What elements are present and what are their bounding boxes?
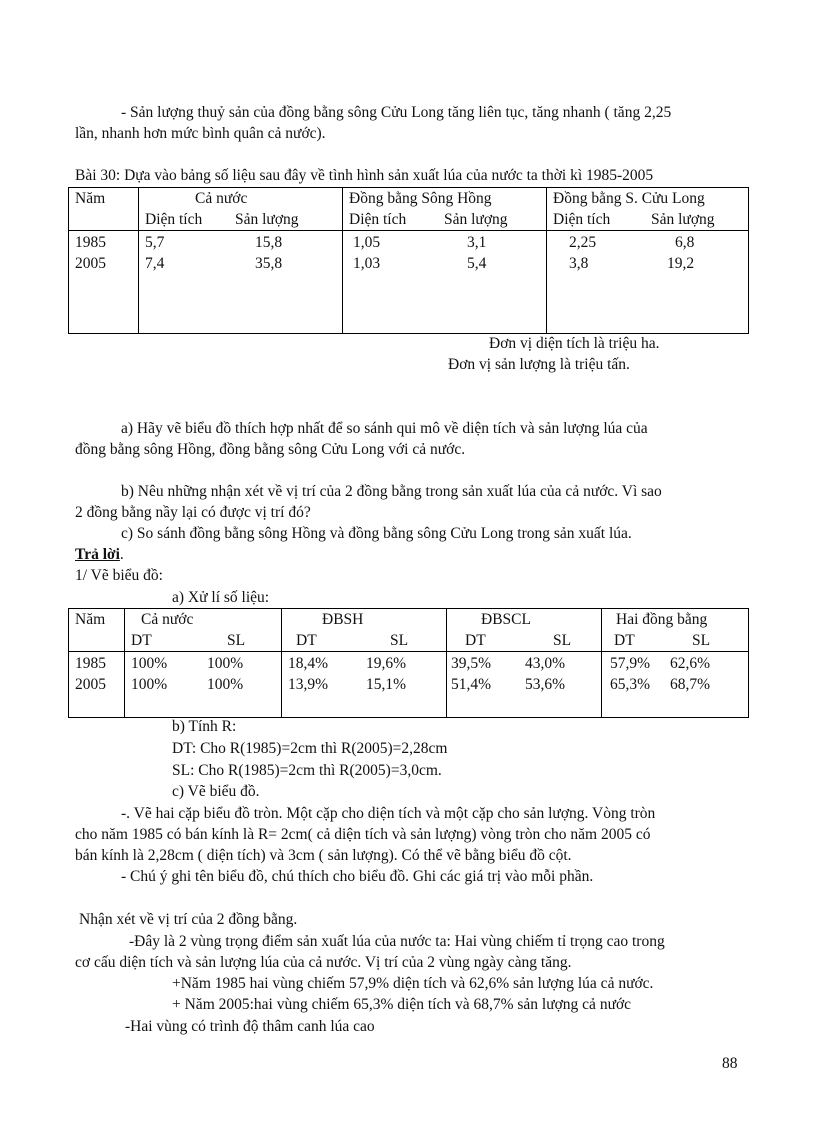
answer-heading-text: Trả lời [75, 546, 120, 563]
unit-output-note: Đơn vị sản lượng là triệu tấn. [448, 356, 630, 373]
t2-sub-sl: SL [390, 632, 409, 649]
t2-cell: 65,3% [610, 676, 651, 693]
t1-cell: 5,7 [145, 234, 165, 251]
production-table [68, 187, 749, 334]
t1-header-group: Cả nước [195, 190, 248, 207]
t2-header-year: Năm [75, 611, 106, 628]
percentage-table [68, 608, 749, 718]
draw-line-4: - Chú ý ghi tên biểu đồ, chú thích cho biểu đồ. Ghi các giá trị vào mỗi phần. [121, 868, 594, 885]
draw-line-3: bán kính là 2,28cm ( diện tích) và 3cm ( sản lượng). Có thể vẽ bằng biểu đồ cột. [75, 847, 572, 864]
t1-cell: 5,4 [467, 255, 487, 272]
t1-cell: 1,05 [353, 234, 381, 251]
t2-cell: 19,6% [366, 655, 407, 672]
t1-sub-area: Diện tích [349, 211, 407, 228]
t1-header-group: Đồng bằng S. Cửu Long [553, 190, 705, 207]
draw-line-2: cho năm 1985 có bán kính là R= 2cm( cả diện tích và sản lượng) vòng tròn cho năm 2005 có [75, 826, 651, 843]
question-b-line-1: b) Nêu những nhận xét về vị trí của 2 đồng bằng trong sản xuất lúa của cả nước. Vì sao [121, 483, 662, 500]
unit-area-note: Đơn vị diện tích là triệu ha. [489, 335, 660, 352]
t1-year: 2005 [75, 255, 106, 272]
t1-cell: 6,8 [675, 234, 695, 251]
question-b-line-2: 2 đồng bằng nầy lại có được vị trí đó? [75, 504, 311, 521]
remark-line-1: -Đây là 2 vùng trọng điểm sản xuất lúa của nước ta: Hai vùng chiếm tỉ trọng cao trong [129, 933, 665, 950]
t2-cell: 13,9% [288, 676, 329, 693]
answer-step-c: c) Vẽ biểu đồ. [172, 783, 260, 800]
exercise-title: Bài 30: Dựa vào bảng số liệu sau đây về tình hình sản xuất lúa của nước ta thời kì 1985-2005 [75, 167, 654, 184]
answer-step-a: a) Xử lí số liệu: [172, 589, 270, 606]
t2-sub-dt: DT [131, 632, 152, 649]
t2-cell: 62,6% [670, 655, 711, 672]
remark-line-2: cơ cấu diện tích và sản lượng lúa của cả nước. Vị trí của 2 vùng ngày càng tăng. [75, 954, 572, 971]
t2-cell: 18,4% [288, 655, 329, 672]
t2-year: 1985 [75, 655, 106, 672]
question-a-line-1: a) Hãy vẽ biểu đồ thích hợp nhất để so sánh qui mô về diện tích và sản lượng lúa của [121, 420, 648, 437]
t1-cell: 3,1 [467, 234, 487, 251]
t1-cell: 1,03 [353, 255, 381, 272]
t2-year: 2005 [75, 676, 106, 693]
radius-dt: DT: Cho R(1985)=2cm thì R(2005)=2,28cm [172, 740, 448, 757]
t2-sub-dt: DT [465, 632, 486, 649]
t2-sub-sl: SL [227, 632, 246, 649]
t2-cell: 51,4% [451, 676, 492, 693]
answer-heading [75, 545, 124, 565]
t1-cell: 15,8 [255, 234, 283, 251]
intro-line-1: - Sản lượng thuỷ sản của đồng bằng sông Cửu Long tăng liên tục, tăng nhanh ( tăng 2,25 [121, 104, 672, 121]
t1-sub-area: Diện tích [553, 211, 611, 228]
t2-cell: 100% [207, 655, 244, 672]
answer-heading-dot: . [119, 546, 124, 563]
t2-sub-sl: SL [692, 632, 711, 649]
t1-sub-area: Diện tích [145, 211, 203, 228]
t2-header-group: ĐBSH [322, 611, 364, 628]
page-number: 88 [722, 1055, 738, 1072]
t1-sub-output: Sản lượng [444, 211, 508, 228]
t2-cell: 100% [131, 655, 168, 672]
t2-sub-dt: DT [614, 632, 635, 649]
t1-cell: 19,2 [667, 255, 695, 272]
t1-sub-output: Sản lượng [235, 211, 299, 228]
t2-cell: 43,0% [525, 655, 566, 672]
radius-sl: SL: Cho R(1985)=2cm thì R(2005)=3,0cm. [172, 762, 442, 779]
t2-cell: 53,6% [525, 676, 566, 693]
t2-header-group: ĐBSCL [481, 611, 531, 628]
answer-step-b: b) Tính R: [172, 718, 237, 735]
t1-cell: 7,4 [145, 255, 165, 272]
t1-header-group: Đồng bằng Sông Hồng [349, 190, 492, 207]
answer-step-1: 1/ Vẽ biểu đồ: [75, 567, 163, 584]
remark-line-3: +Năm 1985 hai vùng chiếm 57,9% diện tích và 62,6% sản lượng lúa cả nước. [172, 975, 654, 992]
intro-line-2: lần, nhanh hơn mức bình quân cả nước). [75, 125, 326, 142]
remark-line-5: -Hai vùng có trình độ thâm canh lúa cao [125, 1018, 375, 1035]
t1-sub-output: Sản lượng [651, 211, 715, 228]
t2-cell: 68,7% [670, 676, 711, 693]
t1-cell: 3,8 [569, 255, 589, 272]
t1-cell: 35,8 [255, 255, 283, 272]
t2-cell: 15,1% [366, 676, 407, 693]
t2-cell: 57,9% [610, 655, 651, 672]
question-a-line-2: đồng bằng sông Hồng, đồng bằng sông Cửu Long với cả nước. [75, 441, 466, 458]
draw-line-1: -. Vẽ hai cặp biểu đồ tròn. Một cặp cho diện tích và một cặp cho sản lượng. Vòng tròn [121, 805, 656, 822]
t2-sub-dt: DT [296, 632, 317, 649]
t2-cell: 100% [207, 676, 244, 693]
remark-line-4: + Năm 2005:hai vùng chiếm 65,3% diện tích và 68,7% sản lượng cả nước [172, 996, 632, 1013]
t2-cell: 39,5% [451, 655, 492, 672]
question-c: c) So sánh đồng bằng sông Hồng và đồng bằng sông Cửu Long trong sản xuất lúa. [121, 525, 632, 542]
t2-header-group: Cả nước [141, 611, 194, 628]
t2-header-group: Hai đồng bằng [616, 611, 708, 628]
t1-header-year: Năm [75, 190, 106, 207]
remark-title: Nhận xét về vị trí của 2 đồng bằng. [79, 911, 298, 928]
t2-sub-sl: SL [553, 632, 572, 649]
t2-cell: 100% [131, 676, 168, 693]
t1-cell: 2,25 [569, 234, 597, 251]
t1-year: 1985 [75, 234, 106, 251]
